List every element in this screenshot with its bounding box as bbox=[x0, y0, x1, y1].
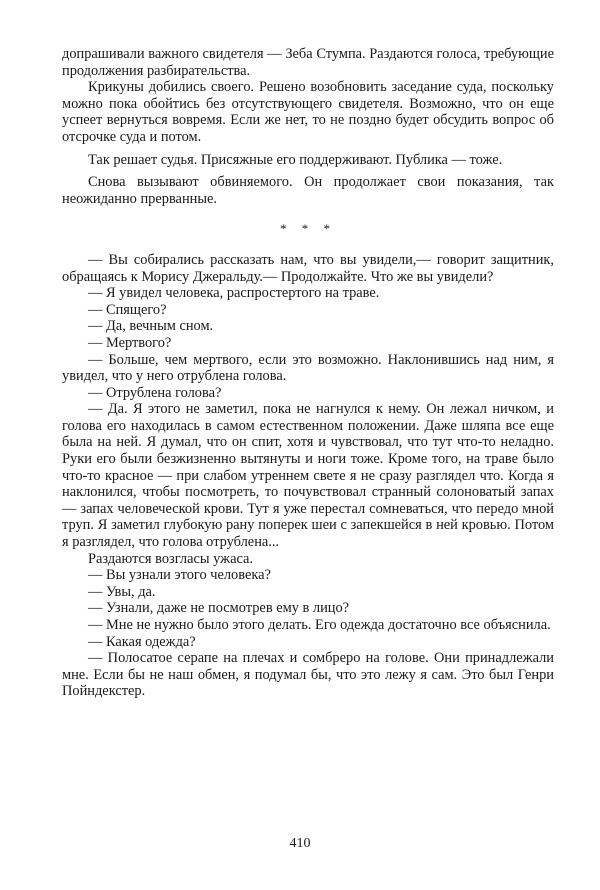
dialogue-line: — Спящего? bbox=[88, 301, 167, 318]
paragraph: допрашивали важного свидетеля — Зеба Стумпа. Раздаются голоса, требующие продолжения разбирательства. bbox=[62, 46, 554, 79]
dialogue-line: — Какая одежда? bbox=[88, 633, 196, 650]
dialogue-line: — Мертвого? bbox=[88, 334, 172, 351]
narration-line: Раздаются возгласы ужаса. bbox=[88, 550, 254, 567]
page-number: 410 bbox=[289, 836, 311, 851]
dialogue-line: — Полосатое серапе на плечах и сомбреро на голове. Они принадлежали мне. Если бы не наш обмен, я подумал бы, что это лежу я сам. Это был Генри Пойндекстер. bbox=[62, 650, 554, 700]
dialogue-line: — Узнали, даже не посмотрев ему в лицо? bbox=[88, 600, 350, 617]
paragraph: Снова вызывают обвиняемого. Он продолжает свои показания, так неожиданно прерванные. bbox=[62, 174, 554, 207]
dialogue-line: — Отрублена голова? bbox=[88, 384, 222, 401]
dialogue-line: — Вы собирались рассказать нам, что вы увидели,— говорит защитник, обращаясь к Морису Джеральду.— Продолжайте. Что же вы увидели? bbox=[62, 251, 554, 285]
dialogue-line: — Увы, да. bbox=[88, 583, 156, 600]
section-separator: * * * bbox=[280, 221, 336, 237]
dialogue-line: — Да. Я этого не заметил, пока не нагнулся к нему. Он лежал ничком, и голова его находилась в самом естественном положении. Даже шляпа все еще была на ней. Я думал, что он спит, хотя и чувствовал, что тут что-то неладно. Руки его были безжизненно вытянуты и ноги тоже. Кроме того, на траве было что-то красное — при слабом утреннем свете я не сразу разглядел что. Когда я наклонился, чтобы посмотреть, то почувствовал странный солоноватый запах — запах человеческой крови. Тут я уже перестал сомневаться, что передо мной труп. Я заметил глубокую рану поперек шеи с запекшейся в ней кровью. Потом я разглядел, что голова отрублена... bbox=[62, 401, 554, 551]
paragraph: Так решает судья. Присяжные его поддерживают. Публика — тоже. bbox=[88, 151, 503, 168]
dialogue-line: — Мне не нужно было этого делать. Его одежда достаточно все объяснила. bbox=[88, 617, 551, 633]
dialogue-line: — Я увидел человека, распростертого на траве. bbox=[88, 285, 380, 302]
dialogue-line: — Вы узнали этого человека? bbox=[88, 567, 271, 584]
paragraph: Крикуны добились своего. Решено возобновить заседание суда, поскольку можно пока обойтись без отсутствующего свидетеля. Возможно, что он еще успеет вернуться вовремя. Если же нет, то не поздно будет обсудить вопрос об отсрочке суда и потом. bbox=[62, 79, 554, 145]
dialogue-line: — Больше, чем мертвого, если это возможно. Наклонившись над ним, я увидел, что у него отрублена голова. bbox=[62, 351, 554, 385]
dialogue-line: — Да, вечным сном. bbox=[88, 318, 214, 335]
page-text bbox=[62, 46, 554, 700]
